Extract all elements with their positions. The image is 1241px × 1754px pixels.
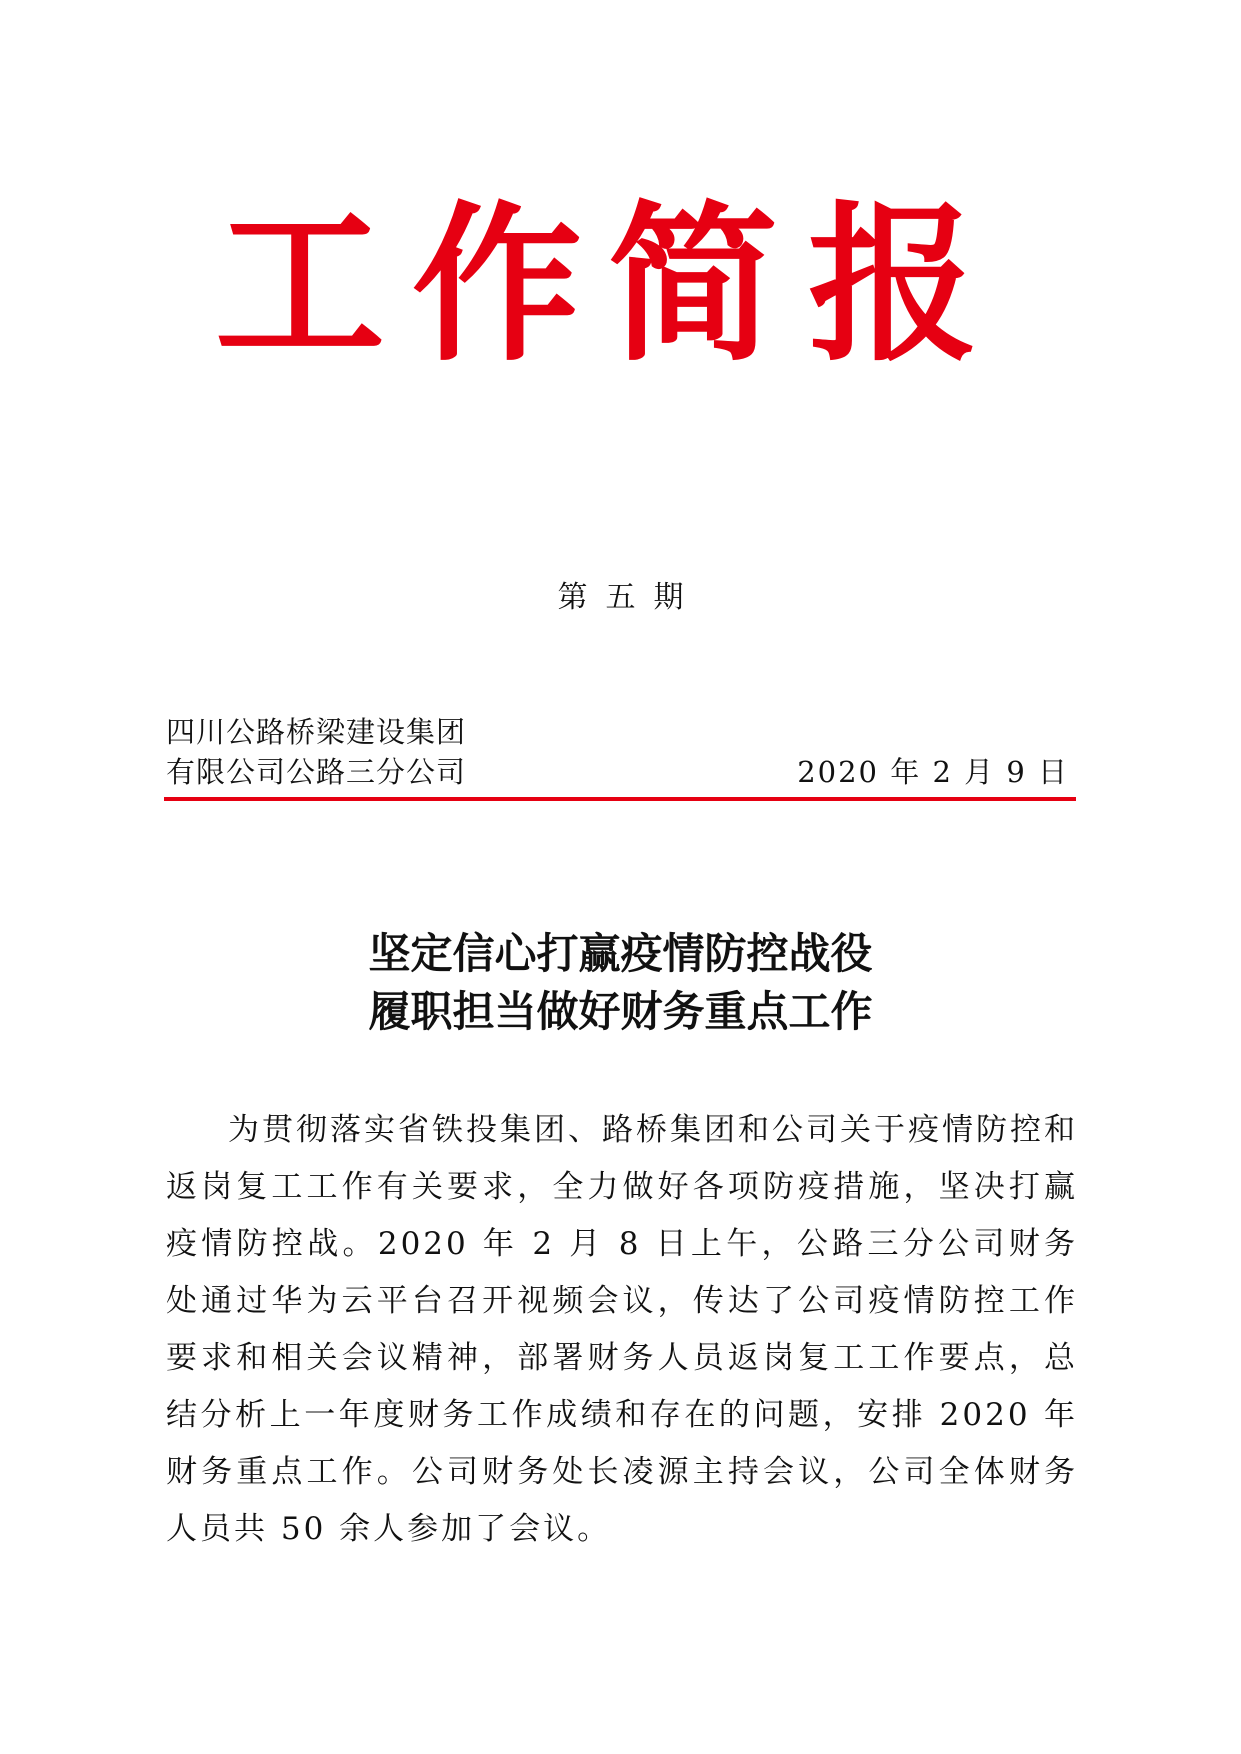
headline-line: 履职担当做好财务重点工作 — [368, 987, 873, 1036]
issuer-line: 有限公司公路三分公司 — [166, 755, 467, 789]
issuer-line: 四川公路桥梁建设集团 — [166, 715, 467, 749]
masthead-title — [0, 185, 1241, 385]
issue-date: 2020 年 2 月 9 日 — [797, 755, 1069, 789]
masthead-char: 报 — [807, 185, 978, 385]
masthead-char: 作 — [411, 185, 582, 385]
issuer-block — [166, 712, 466, 792]
red-divider — [164, 797, 1076, 801]
masthead-char: 简 — [607, 185, 778, 385]
issue-number: 第五期 — [557, 580, 702, 615]
article-headline — [0, 925, 1241, 1041]
masthead-char: 工 — [214, 185, 385, 385]
headline-line: 坚定信心打赢疫情防控战役 — [368, 929, 873, 978]
article-body: 为贯彻落实省铁投集团、路桥集团和公司关于疫情防控和返岗复工工作有关要求，全力做好各项防疫措施，坚决打赢疫情防控战。2020 年 2 月 8 日上午，公路三分公司财务处通过华为云平台召开视频会议，传达了公司疫情防控工作要求和相关会议精神，部署财务人员返岗复工工作要点，总结分析上一年度财务工作成绩和存在的问题，安排 2020 年财务重点工作。公司财务处长凌源主持会议，公司全体财务人员共 50 余人参加了会议。 — [166, 1112, 1078, 1547]
